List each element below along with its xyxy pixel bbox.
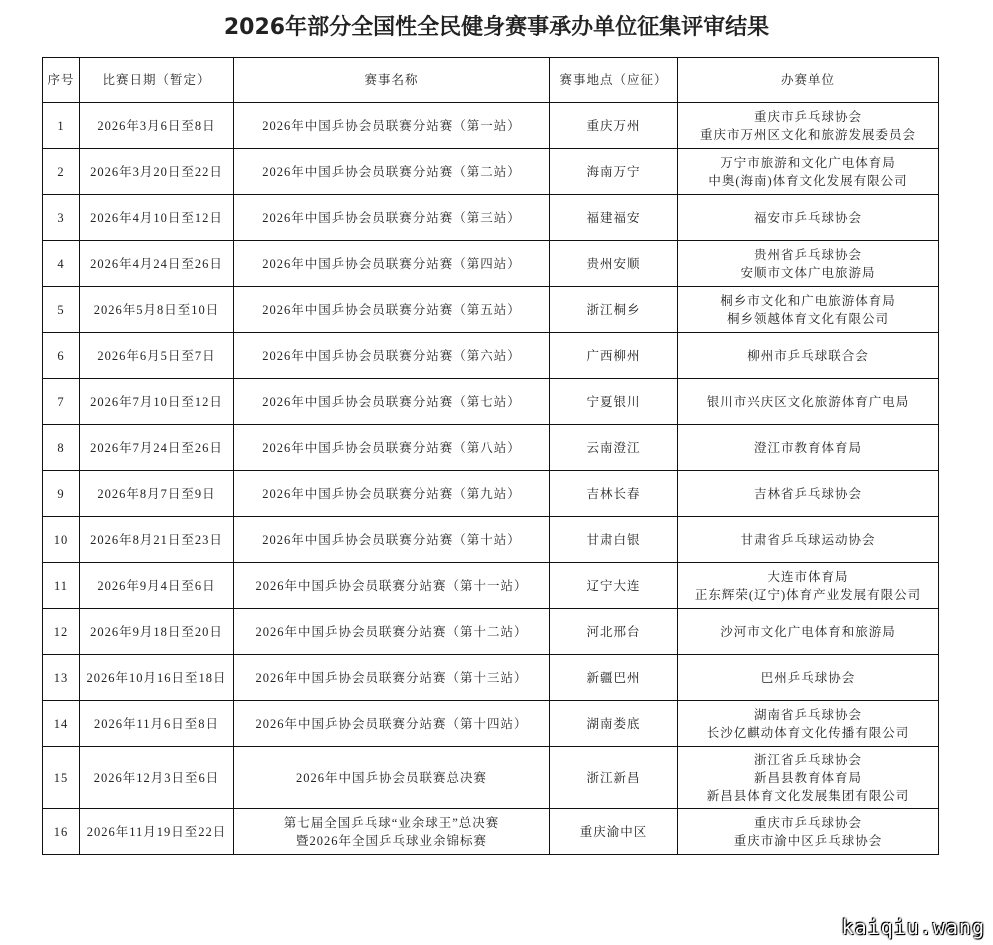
cell-event-name-line: 2026年中国乒协会员联赛分站赛（第八站） (262, 440, 521, 455)
cell-place: 重庆万州 (550, 103, 678, 149)
cell-event-name-line: 2026年中国乒协会员联赛分站赛（第十二站） (255, 624, 528, 639)
cell-event-name (234, 655, 550, 701)
table-row (43, 609, 939, 655)
cell-no: 7 (43, 379, 80, 425)
cell-organizer-line: 大连市体育局 (767, 569, 849, 584)
cell-no: 16 (43, 809, 80, 855)
header-organizer: 办赛单位 (678, 58, 939, 103)
cell-organizer-line: 正东辉荣(辽宁)体育产业发展有限公司 (694, 587, 922, 602)
cell-place: 湖南娄底 (550, 701, 678, 747)
cell-organizer-line: 澄江市教育体育局 (753, 440, 862, 455)
cell-place: 辽宁大连 (550, 563, 678, 609)
cell-organizer (678, 103, 939, 149)
cell-event-name (234, 149, 550, 195)
cell-date: 2026年3月20日至22日 (80, 149, 234, 195)
cell-organizer (678, 809, 939, 855)
cell-organizer (678, 609, 939, 655)
cell-event-name-line: 2026年中国乒协会员联赛分站赛（第二站） (262, 164, 521, 179)
cell-organizer-line: 重庆市乒乓球协会 (753, 815, 862, 830)
cell-no: 6 (43, 333, 80, 379)
cell-date: 2026年9月4日至6日 (80, 563, 234, 609)
cell-date: 2026年4月24日至26日 (80, 241, 234, 287)
cell-organizer-line: 新昌县教育体育局 (753, 770, 862, 785)
cell-place: 重庆渝中区 (550, 809, 678, 855)
cell-date: 2026年10月16日至18日 (80, 655, 234, 701)
cell-date: 2026年5月8日至10日 (80, 287, 234, 333)
cell-organizer-line: 福安市乒乓球协会 (753, 210, 862, 225)
cell-date: 2026年9月18日至20日 (80, 609, 234, 655)
cell-no: 12 (43, 609, 80, 655)
results-table (42, 57, 939, 855)
cell-date: 2026年6月5日至7日 (80, 333, 234, 379)
cell-place: 福建福安 (550, 195, 678, 241)
cell-organizer (678, 195, 939, 241)
cell-organizer (678, 241, 939, 287)
header-date: 比赛日期（暂定） (80, 58, 234, 103)
cell-event-name (234, 563, 550, 609)
cell-organizer (678, 287, 939, 333)
cell-place: 宁夏银川 (550, 379, 678, 425)
cell-organizer-line: 柳州市乒乓球联合会 (747, 348, 869, 363)
watermark: kaiqiu.wang (841, 915, 985, 939)
cell-place: 广西柳州 (550, 333, 678, 379)
cell-no: 10 (43, 517, 80, 563)
cell-date: 2026年12月3日至6日 (80, 747, 234, 809)
cell-organizer (678, 747, 939, 809)
cell-organizer (678, 149, 939, 195)
cell-no: 5 (43, 287, 80, 333)
header-event-name: 赛事名称 (234, 58, 550, 103)
cell-event-name-line: 2026年中国乒协会员联赛分站赛（第六站） (262, 348, 521, 363)
cell-organizer (678, 517, 939, 563)
cell-organizer-line: 贵州省乒乓球协会 (753, 247, 862, 262)
table-row (43, 471, 939, 517)
cell-organizer (678, 425, 939, 471)
cell-event-name (234, 103, 550, 149)
cell-event-name (234, 379, 550, 425)
cell-organizer (678, 655, 939, 701)
cell-organizer-line: 重庆市渝中区乒乓球协会 (733, 833, 883, 848)
cell-organizer-line: 巴州乒乓球协会 (760, 670, 856, 685)
table-row (43, 379, 939, 425)
cell-event-name (234, 195, 550, 241)
table-row (43, 103, 939, 149)
cell-no: 2 (43, 149, 80, 195)
cell-organizer-line: 湖南省乒乓球协会 (753, 707, 862, 722)
cell-no: 3 (43, 195, 80, 241)
cell-event-name-line: 2026年中国乒协会员联赛分站赛（第九站） (262, 486, 521, 501)
cell-event-name-line: 2026年中国乒协会员联赛分站赛（第五站） (262, 302, 521, 317)
cell-event-name-line: 第七届全国乒乓球“业余球王”总决赛 (283, 815, 500, 830)
table-row (43, 701, 939, 747)
table-row (43, 747, 939, 809)
cell-place: 新疆巴州 (550, 655, 678, 701)
cell-no: 8 (43, 425, 80, 471)
cell-event-name (234, 333, 550, 379)
table-row (43, 563, 939, 609)
cell-organizer-line: 长沙亿麒动体育文化传播有限公司 (706, 725, 910, 740)
cell-date: 2026年8月7日至9日 (80, 471, 234, 517)
cell-no: 11 (43, 563, 80, 609)
cell-no: 15 (43, 747, 80, 809)
cell-place: 吉林长春 (550, 471, 678, 517)
cell-organizer-line: 甘肃省乒乓球运动协会 (740, 532, 876, 547)
cell-date: 2026年7月24日至26日 (80, 425, 234, 471)
cell-event-name (234, 287, 550, 333)
cell-place: 河北邢台 (550, 609, 678, 655)
cell-place: 云南澄江 (550, 425, 678, 471)
cell-event-name-line: 2026年中国乒协会员联赛分站赛（第四站） (262, 256, 521, 271)
cell-organizer-line: 万宁市旅游和文化广电体育局 (720, 155, 896, 170)
cell-event-name-line: 2026年中国乒协会员联赛分站赛（第十站） (262, 532, 521, 547)
cell-organizer-line: 重庆市万州区文化和旅游发展委员会 (699, 127, 916, 142)
cell-organizer (678, 379, 939, 425)
cell-organizer-line: 桐乡领越体育文化有限公司 (726, 311, 889, 326)
cell-organizer-line: 桐乡市文化和广电旅游体育局 (720, 293, 896, 308)
cell-event-name-line: 2026年中国乒协会员联赛分站赛（第三站） (262, 210, 521, 225)
cell-event-name (234, 747, 550, 809)
cell-event-name-line: 暨2026年全国乒乓球业余锦标赛 (295, 833, 487, 848)
cell-no: 4 (43, 241, 80, 287)
cell-event-name (234, 609, 550, 655)
cell-date: 2026年11月6日至8日 (80, 701, 234, 747)
cell-no: 13 (43, 655, 80, 701)
cell-event-name (234, 517, 550, 563)
cell-event-name (234, 425, 550, 471)
cell-place: 甘肃白银 (550, 517, 678, 563)
cell-organizer-line: 新昌县体育文化发展集团有限公司 (706, 788, 910, 803)
cell-place: 浙江新昌 (550, 747, 678, 809)
cell-place: 海南万宁 (550, 149, 678, 195)
cell-date: 2026年8月21日至23日 (80, 517, 234, 563)
cell-no: 14 (43, 701, 80, 747)
table-row (43, 809, 939, 855)
table-row (43, 149, 939, 195)
cell-no: 1 (43, 103, 80, 149)
table-row (43, 287, 939, 333)
cell-organizer-line: 沙河市文化广电体育和旅游局 (720, 624, 896, 639)
table-row (43, 655, 939, 701)
cell-event-name-line: 2026年中国乒协会员联赛分站赛（第七站） (262, 394, 521, 409)
cell-event-name (234, 471, 550, 517)
table-row (43, 517, 939, 563)
cell-place: 浙江桐乡 (550, 287, 678, 333)
cell-organizer-line: 浙江省乒乓球协会 (753, 752, 862, 767)
cell-organizer (678, 701, 939, 747)
cell-organizer (678, 563, 939, 609)
cell-event-name-line: 2026年中国乒协会员联赛总决赛 (295, 770, 487, 785)
table-row (43, 241, 939, 287)
cell-event-name-line: 2026年中国乒协会员联赛分站赛（第十三站） (255, 670, 528, 685)
cell-date: 2026年7月10日至12日 (80, 379, 234, 425)
cell-event-name-line: 2026年中国乒协会员联赛分站赛（第十一站） (255, 578, 528, 593)
table-row (43, 195, 939, 241)
cell-organizer (678, 333, 939, 379)
cell-place: 贵州安顺 (550, 241, 678, 287)
cell-event-name-line: 2026年中国乒协会员联赛分站赛（第十四站） (255, 716, 528, 731)
cell-organizer-line: 中奥(海南)体育文化发展有限公司 (708, 173, 908, 188)
header-no: 序号 (43, 58, 80, 103)
page-title: 2026年部分全国性全民健身赛事承办单位征集评审结果 (223, 15, 770, 40)
cell-event-name (234, 809, 550, 855)
cell-organizer-line: 吉林省乒乓球协会 (753, 486, 862, 501)
cell-no: 9 (43, 471, 80, 517)
header-place: 赛事地点（应征） (550, 58, 678, 103)
cell-organizer-line: 银川市兴庆区文化旅游体育广电局 (706, 394, 910, 409)
cell-event-name (234, 241, 550, 287)
table-row (43, 333, 939, 379)
table-row (43, 425, 939, 471)
table-header-row (43, 58, 939, 103)
cell-organizer-line: 重庆市乒乓球协会 (753, 109, 862, 124)
cell-date: 2026年3月6日至8日 (80, 103, 234, 149)
cell-date: 2026年4月10日至12日 (80, 195, 234, 241)
cell-organizer-line: 安顺市文体广电旅游局 (740, 265, 876, 280)
cell-date: 2026年11月19日至22日 (80, 809, 234, 855)
cell-organizer (678, 471, 939, 517)
cell-event-name (234, 701, 550, 747)
cell-event-name-line: 2026年中国乒协会员联赛分站赛（第一站） (262, 118, 521, 133)
